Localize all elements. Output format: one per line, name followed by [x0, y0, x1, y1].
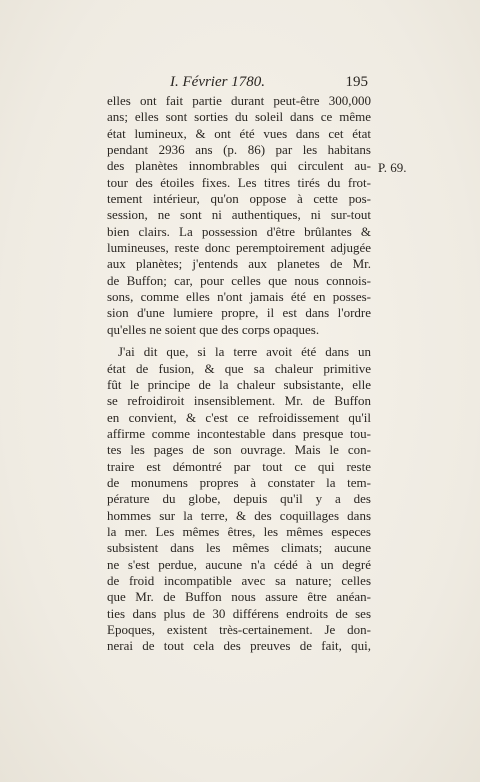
text-line: des planètes innombrables qui circulent au- [107, 158, 371, 174]
text-line: de Buffon; car, pour celles que nous connois- [107, 272, 371, 288]
text-line: ans; elles sont sorties du soleil dans ce même [107, 109, 371, 125]
paragraph-1 [107, 93, 371, 338]
text-line: se refroidiroit insensiblement. Mr. de Buffon [107, 393, 371, 409]
text-line: pérature du globe, depuis qu'il y a des [107, 491, 371, 507]
text-line: la mer. Les mêmes êtres, les mêmes especes [107, 523, 371, 539]
running-title: I. Février 1780. [170, 74, 265, 90]
text-line: que Mr. de Buffon nous assure être anéan- [107, 589, 371, 605]
text-line: de monumens propres à constater la tem- [107, 474, 371, 490]
text-line: elles ont fait partie durant peut-être 300,000 [107, 93, 371, 108]
text-line: Epoques, existent très-certainement. Je don- [107, 622, 371, 637]
text-line: ne s'est perdue, aucune n'a cédé à un degré [107, 556, 371, 572]
text-line: pendant 2936 ans (p. 86) par les habitans [107, 142, 371, 158]
text-line: J'ai dit que, si la terre avoit été dans un [118, 344, 371, 360]
page-number: 195 [345, 74, 368, 90]
text-line: bien clairs. La possession d'être brûlantes & [107, 223, 371, 239]
text-line: affirme comme incontestable dans presque tou- [107, 425, 371, 441]
text-line: état lumineux, & ont été vues dans cet état [107, 125, 371, 141]
text-line: lumineuses, reste donc peremptoirement adjugée [107, 240, 371, 256]
text-line: nerai de tout cela des preuves de fait, qui, [107, 638, 371, 654]
text-line: tement intérieur, qu'on oppose à cette pos- [107, 191, 371, 207]
text-line: tes les pages de son ouvrage. Mais le con- [107, 442, 371, 458]
text-line: sion d'une lumiere propre, il est dans l'ordre [107, 305, 371, 321]
text-line: tour des étoiles fixes. Les titres tirés du frot- [107, 174, 371, 190]
text-line: subsistent dans les mêmes climats; aucune [107, 540, 371, 556]
margin-reference: P. 69. [378, 160, 407, 175]
text-line: hommes sur la terre, & des coquillages dans [107, 507, 371, 523]
body-text [107, 93, 371, 655]
text-line: aux planètes; j'entends aux planetes de Mr. [107, 256, 371, 272]
text-line: session, ne sont ni authentiques, ni sur-tout [107, 207, 371, 223]
text-line: qu'elles ne soient que des corps opaques. [107, 321, 320, 337]
text-line: fût le principe de la chaleur subsistante, elle [107, 376, 371, 392]
text-line: en convient, & c'est ce refroidissement qu'il [107, 409, 371, 425]
text-line: ties dans plus de 30 différens endroits de ses [107, 605, 371, 621]
text-line: état de fusion, & que sa chaleur primitive [107, 360, 371, 376]
text-line: sons, comme elles n'ont jamais été en posses- [107, 289, 371, 305]
text-line: de froid incompatible avec sa nature; celles [107, 572, 371, 588]
page-header [170, 74, 368, 94]
paragraph-2 [107, 344, 371, 655]
text-line: traire est démontré par tout ce qui reste [107, 458, 371, 474]
